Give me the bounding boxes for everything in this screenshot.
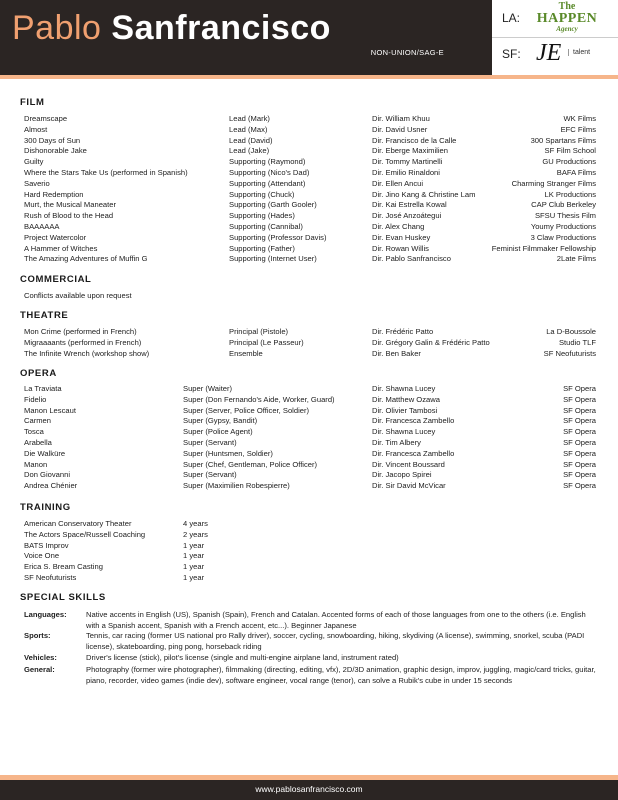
skill-text-vehicles: Driver's license (stick), pilot's license (single and multi-engine airplane land, instrument rated) — [86, 653, 399, 662]
credit-role: Super (Gypsy, Bandit) — [183, 416, 258, 426]
credit-company: SF Opera — [563, 459, 596, 469]
credit-role: Lead (Max) — [229, 124, 268, 134]
credit-title: Where the Stars Take Us (performed in Spanish) — [24, 168, 188, 177]
section-title-opera: OPERA — [20, 368, 57, 379]
section-title-theatre: THEATRE — [20, 310, 69, 321]
credit-role: Supporting (Internet User) — [229, 254, 317, 264]
opera-credit-row — [0, 383, 618, 394]
talent-label: talent — [568, 49, 590, 56]
credit-role: Super (Maximilien Robespierre) — [183, 481, 290, 491]
film-credit-row — [0, 199, 618, 210]
skill-text-general: Photography (former wire photographer), filmmaking (directing, editing, vfx), 2D/3D animation, graphic design, improv, juggling, magic/card tricks, guitar, piano, recorder, video games (indie dev), software engineer, vocal range (tenor), can solve a Rubik's cube in under 15 seconds — [86, 665, 596, 685]
credit-director: Dir. José Anzoátegui — [372, 211, 442, 221]
section-title-skills: SPECIAL SKILLS — [20, 592, 106, 603]
credit-company: Charming Stranger Films — [511, 178, 596, 188]
credit-director: Dir. William Khuu — [372, 114, 430, 123]
skill-text-languages: Native accents in English (US), Spanish (Spain), French and Catalan. Accented forms of each of those languages from one to the others (i.e. English with a Spanish accent, Spanish with a French accent, etc...). Beginner Japanese — [86, 610, 586, 630]
header-accent-stripe — [0, 75, 618, 79]
credit-director: Dir. Pablo Sanfrancisco — [372, 254, 451, 264]
credit-title: Andrea Chénier — [24, 481, 78, 491]
footer-bar — [0, 780, 618, 800]
credit-company: SF Opera — [563, 427, 596, 437]
opera-credit-row — [0, 437, 618, 448]
la-label: LA: — [502, 11, 521, 25]
film-credit-row — [0, 221, 618, 232]
training-school: Erica S. Bream Casting — [24, 562, 103, 572]
credit-director: Dir. Rowan Willis — [372, 243, 429, 253]
credit-director: Dir. Grégory Galin & Frédéric Patto — [372, 337, 490, 347]
credit-company: Feminist Filmmaker Fellowship — [491, 243, 596, 253]
credit-title: Rush of Blood to the Head — [24, 211, 114, 221]
credit-title: Manon — [24, 459, 48, 469]
film-credit-row — [0, 156, 618, 167]
opera-credit-row — [0, 469, 618, 480]
credit-title: Die Walküre — [24, 448, 66, 458]
opera-credit-row — [0, 448, 618, 459]
skill-text-sports: Tennis, car racing (former US national pro Rally driver), soccer, cycling, snowboarding, hiking, skydiving (A license), swimming, snorkel, scuba (PADI license), skateboarding, ping pong, horseback riding — [86, 631, 585, 651]
credit-role: Super (Servant) — [183, 470, 237, 480]
first-name: Pablo — [12, 9, 102, 47]
film-credit-row — [0, 232, 618, 243]
credit-title: Don Giovanni — [24, 470, 71, 480]
credit-role: Super (Server, Police Officer, Soldier) — [183, 405, 310, 415]
credit-company: 3 Claw Productions — [530, 232, 596, 242]
credit-title: Almost — [24, 124, 48, 134]
credit-company: BAFA Films — [556, 168, 596, 177]
training-row — [0, 572, 618, 583]
credit-director: Dir. Jacopo Spirei — [372, 470, 432, 480]
credit-title: Arabella — [24, 438, 52, 447]
credit-company: SF Opera — [563, 470, 596, 480]
training-row — [0, 518, 618, 529]
credit-director: Dir. Francisco de la Calle — [372, 135, 457, 145]
sf-label: SF: — [502, 47, 521, 61]
credit-company: WK Films — [563, 114, 596, 123]
credit-role: Supporting (Cannibal) — [229, 222, 303, 231]
credit-title: Dishonorable Jake — [24, 146, 87, 156]
agency-divider — [492, 37, 618, 38]
section-title-commercial: COMMERCIAL — [20, 274, 92, 285]
training-duration: 1 year — [183, 573, 205, 582]
skill-label-vehicles: Vehicles: — [24, 653, 57, 662]
film-credit-row — [0, 113, 618, 124]
credit-title: Murt, the Musical Maneater — [24, 200, 117, 210]
theatre-credit-row — [0, 348, 618, 359]
opera-credit-row — [0, 459, 618, 470]
credit-title: The Amazing Adventures of Muffin G — [24, 254, 148, 264]
credit-title: Carmen — [24, 416, 52, 426]
credit-title: The Infinite Wrench (workshop show) — [24, 348, 150, 358]
skill-label-sports: Sports: — [24, 631, 51, 640]
credit-title: A Hammer of Witches — [24, 243, 98, 253]
film-credit-row — [0, 167, 618, 178]
happen-agency-logo: The HAPPEN Agency — [536, 1, 598, 33]
training-duration: 1 year — [183, 540, 205, 550]
opera-credit-row — [0, 405, 618, 416]
credit-title: 300 Days of Sun — [24, 135, 81, 145]
skill-label-languages: Languages: — [24, 610, 67, 619]
training-duration: 2 years — [183, 529, 208, 539]
union-status: NON-UNION/SAG-E — [370, 48, 444, 57]
credit-title: Hard Redemption — [24, 189, 84, 199]
credit-title: Project Watercolor — [24, 232, 87, 242]
credit-company: SF Film School — [544, 146, 596, 156]
credit-title: BAAAAAA — [24, 222, 60, 231]
credit-role: Supporting (Raymond) — [229, 157, 306, 167]
je-talent-logo: JE — [536, 40, 562, 66]
website-link[interactable]: www.pablosanfrancisco.com — [255, 784, 363, 794]
credit-director: Dir. Frédéric Patto — [372, 327, 434, 336]
credit-role: Super (Chef, Gentleman, Police Officer) — [183, 459, 318, 469]
credit-role: Super (Don Fernando's Aide, Worker, Guard) — [183, 394, 335, 404]
training-row — [0, 550, 618, 561]
credit-director: Dir. Eberge Maximilien — [372, 146, 448, 156]
credit-company: CAP Club Berkeley — [531, 200, 596, 210]
credit-director: Dir. Kai Estrella Kowal — [372, 200, 447, 210]
credit-company: SF Opera — [563, 448, 596, 458]
credit-director: Dir. Shawna Lucey — [372, 384, 436, 393]
credit-company: SF Opera — [563, 481, 596, 491]
credit-company: Youmy Productions — [530, 222, 596, 231]
credit-director: Dir. Vincent Boussard — [372, 459, 445, 469]
credit-role: Supporting (Nico's Dad) — [229, 168, 310, 177]
training-school: American Conservatory Theater — [24, 519, 132, 528]
training-school: Voice One — [24, 551, 60, 561]
opera-credit-row — [0, 480, 618, 491]
theatre-credit-row — [0, 337, 618, 348]
credit-role: Lead (Mark) — [229, 114, 270, 123]
credit-title: Dreamscape — [24, 114, 68, 123]
film-credit-row — [0, 189, 618, 200]
credit-director: Dir. Tommy Martinelli — [372, 157, 443, 167]
credit-company: SF Neofuturists — [543, 348, 596, 358]
training-school: SF Neofuturists — [24, 573, 77, 582]
credit-director: Dir. David Usner — [372, 124, 428, 134]
credit-title: Mon Crime (performed in French) — [24, 327, 137, 336]
credit-role: Supporting (Attendant) — [229, 178, 306, 188]
credit-role: Supporting (Father) — [229, 243, 295, 253]
credit-director: Dir. Tim Albery — [372, 438, 421, 447]
film-credit-row — [0, 210, 618, 221]
credit-role: Principal (Le Passeur) — [229, 337, 304, 347]
training-row — [0, 540, 618, 551]
credit-company: SF Opera — [563, 438, 596, 447]
credit-title: Saverio — [24, 178, 50, 188]
credit-director: Dir. Olivier Tambosi — [372, 405, 438, 415]
actor-name — [12, 6, 331, 50]
opera-credit-row — [0, 426, 618, 437]
skill-label-general: General: — [24, 665, 55, 674]
film-credit-row — [0, 145, 618, 156]
credit-director: Dir. Evan Huskey — [372, 232, 431, 242]
film-credit-row — [0, 178, 618, 189]
credit-company: SF Opera — [563, 405, 596, 415]
training-duration: 4 years — [183, 519, 208, 528]
credit-role: Ensemble — [229, 348, 263, 358]
credit-director: Dir. Ben Baker — [372, 348, 421, 358]
credit-company: SF Opera — [563, 384, 596, 393]
film-credit-row — [0, 135, 618, 146]
header-bar — [0, 0, 492, 75]
credit-role: Supporting (Hades) — [229, 211, 295, 221]
credit-company: Studio TLF — [558, 337, 596, 347]
credit-title: Manon Lescaut — [24, 405, 76, 415]
credit-title: Fidelio — [24, 394, 47, 404]
credit-company: 300 Spartans Films — [530, 135, 596, 145]
credit-company: La D-Boussole — [546, 327, 596, 336]
commercial-note: Conflicts available upon request — [24, 291, 132, 300]
credit-director: Dir. Sir David McVicar — [372, 481, 446, 491]
section-title-film: FILM — [20, 97, 45, 108]
credit-role: Supporting (Chuck) — [229, 189, 295, 199]
film-credit-row — [0, 124, 618, 135]
credit-company: GU Productions — [542, 157, 596, 167]
credit-company: LK Productions — [544, 189, 596, 199]
credit-director: Dir. Ellen Ancui — [372, 178, 424, 188]
credit-company: SFSU Thesis Film — [534, 211, 596, 221]
credit-title: Tosca — [24, 427, 44, 437]
opera-credit-row — [0, 415, 618, 426]
credit-director: Dir. Matthew Ozawa — [372, 394, 440, 404]
training-duration: 1 year — [183, 551, 205, 561]
opera-credit-row — [0, 394, 618, 405]
film-credit-row — [0, 253, 618, 264]
credit-company: SF Opera — [563, 416, 596, 426]
credit-role: Supporting (Garth Gooler) — [229, 200, 317, 210]
credit-role: Super (Waiter) — [183, 384, 233, 393]
training-school: The Actors Space/Russell Coaching — [24, 529, 146, 539]
credit-director: Dir. Francesca Zambello — [372, 416, 455, 426]
credit-role: Super (Huntsmen, Soldier) — [183, 448, 273, 458]
credit-company: SF Opera — [563, 394, 596, 404]
training-duration: 1 year — [183, 562, 205, 572]
theatre-credit-row — [0, 326, 618, 337]
training-row — [0, 529, 618, 540]
credit-director: Dir. Shawna Lucey — [372, 427, 436, 437]
agency-panel — [492, 0, 618, 75]
film-credit-row — [0, 243, 618, 254]
credit-role: Supporting (Professor Davis) — [229, 232, 327, 242]
credit-title: Migraaaants (performed in French) — [24, 337, 142, 347]
credit-role: Principal (Pistole) — [229, 327, 289, 336]
credit-role: Super (Servant) — [183, 438, 237, 447]
credit-role: Lead (Jake) — [229, 146, 270, 156]
section-title-training: TRAINING — [20, 502, 71, 513]
credit-director: Dir. Francesca Zambello — [372, 448, 455, 458]
credit-director: Dir. Emilio Rinaldoni — [372, 168, 440, 177]
credit-title: La Traviata — [24, 384, 62, 393]
credit-company: 2Late Films — [556, 254, 596, 264]
credit-director: Dir. Alex Chang — [372, 222, 425, 231]
credit-title: Guilty — [24, 157, 44, 167]
training-row — [0, 561, 618, 572]
credit-company: EFC Films — [560, 124, 596, 134]
credit-role: Lead (David) — [229, 135, 273, 145]
credit-director: Dir. Jino Kang & Christine Lam — [372, 189, 476, 199]
credit-role: Super (Police Agent) — [183, 427, 253, 437]
last-name: Sanfrancisco — [111, 9, 331, 47]
training-school: BATS Improv — [24, 540, 69, 550]
